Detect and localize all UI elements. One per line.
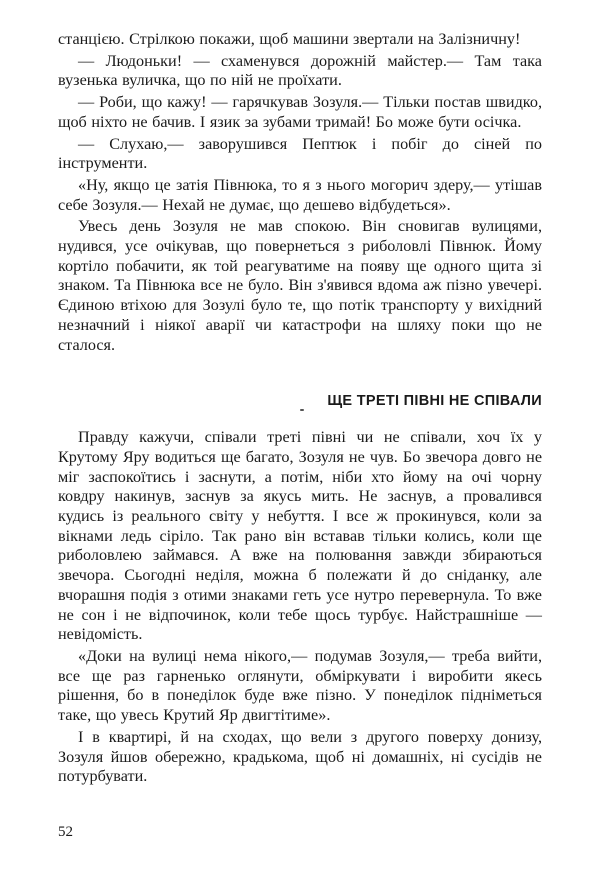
paragraph: — Роби, що кажу! — гарячкував Зозуля.— Тільки постав швидко, щоб ніхто не бачив. І язик за зубами тримай! Бо може бути осічка. (58, 93, 542, 131)
paragraph: — Людоньки! — схаменувся дорожній майстер.— Там така вузенька вуличка, що по ній не проїхати. (58, 51, 542, 90)
paragraph: «Доки на вулиці нема нікого,— подумав Зозуля,— треба вийти, все ще раз гарненько оглянути, обміркувати і виробити якесь рішення, бо в понеділок буде вже пізно. У понеділок підніметься таке, що увесь Крутий Яр двигтітиме». (58, 646, 542, 725)
section-gap (58, 355, 542, 391)
paragraph: І в квартирі, й на сходах, що вели з другого поверху донизу, Зозуля йшов обережно, крадькома, щоб ні домашніх, ні сусідів не потурбувати. (58, 727, 542, 786)
paragraph: станцією. Стрілкою покажи, щоб машини звертали на Залізничну! (58, 30, 521, 48)
chapter-title: ЩЕ ТРЕТІ ПІВНІ НЕ СПІВАЛИ (327, 393, 542, 410)
section-gap (58, 411, 542, 428)
print-speck (300, 409, 304, 411)
paragraph: «Ну, якщо це затія Півнюка, то я з нього могорич здеру,— утішав себе Зозуля.— Нехай не думає, що дешево відбудеться». (58, 175, 542, 214)
paragraph: Правду кажучи, співали треті півні чи не співали, хоч їх у Крутому Яру водиться ще багато, Зозуля не чув. Бо звечора довго не міг заспокоїтись і заснути, а потім, ніби хто йому на очі чорну ковдру накинув, заснув за якусь мить. Не заснув, а провалився кудись із реального світу у небуття. І все ж прокинувся, коли за вікнами ледь сіріло. Так рано він вставав тільки колись, коли ще риболовлею займався. А вже на полювання завжди збираються звечора. Сьогодні неділя, можна б полежати й до сніданку, але вчорашня подія з отими знаками геть усе нутро перевернула. То вже не сон і не відпочинок, коли тебе щось турбує. Найстрашніше — невідомість. (58, 428, 542, 644)
page-number: 52 (58, 824, 73, 840)
paragraph: — Слухаю,— заворушився Пептюк і побіг до сіней по інструменти. (58, 134, 542, 173)
paragraph: Увесь день Зозуля не мав спокою. Він сновигав вулицями, нудився, усе очікував, що повернеться з риболовлі Півнюк. Йому кортіло побачити, як той реагуватиме на появу ще одного щита зі знаком. Та Півнюка все не було. Він з'явився вдома аж пізно увечері. Єдиною втіхою для Зозулі було те, що потік транспорту у вихідний незначний і ніякої аварії чи катастрофи на шляху поки що не сталося. (58, 217, 542, 354)
